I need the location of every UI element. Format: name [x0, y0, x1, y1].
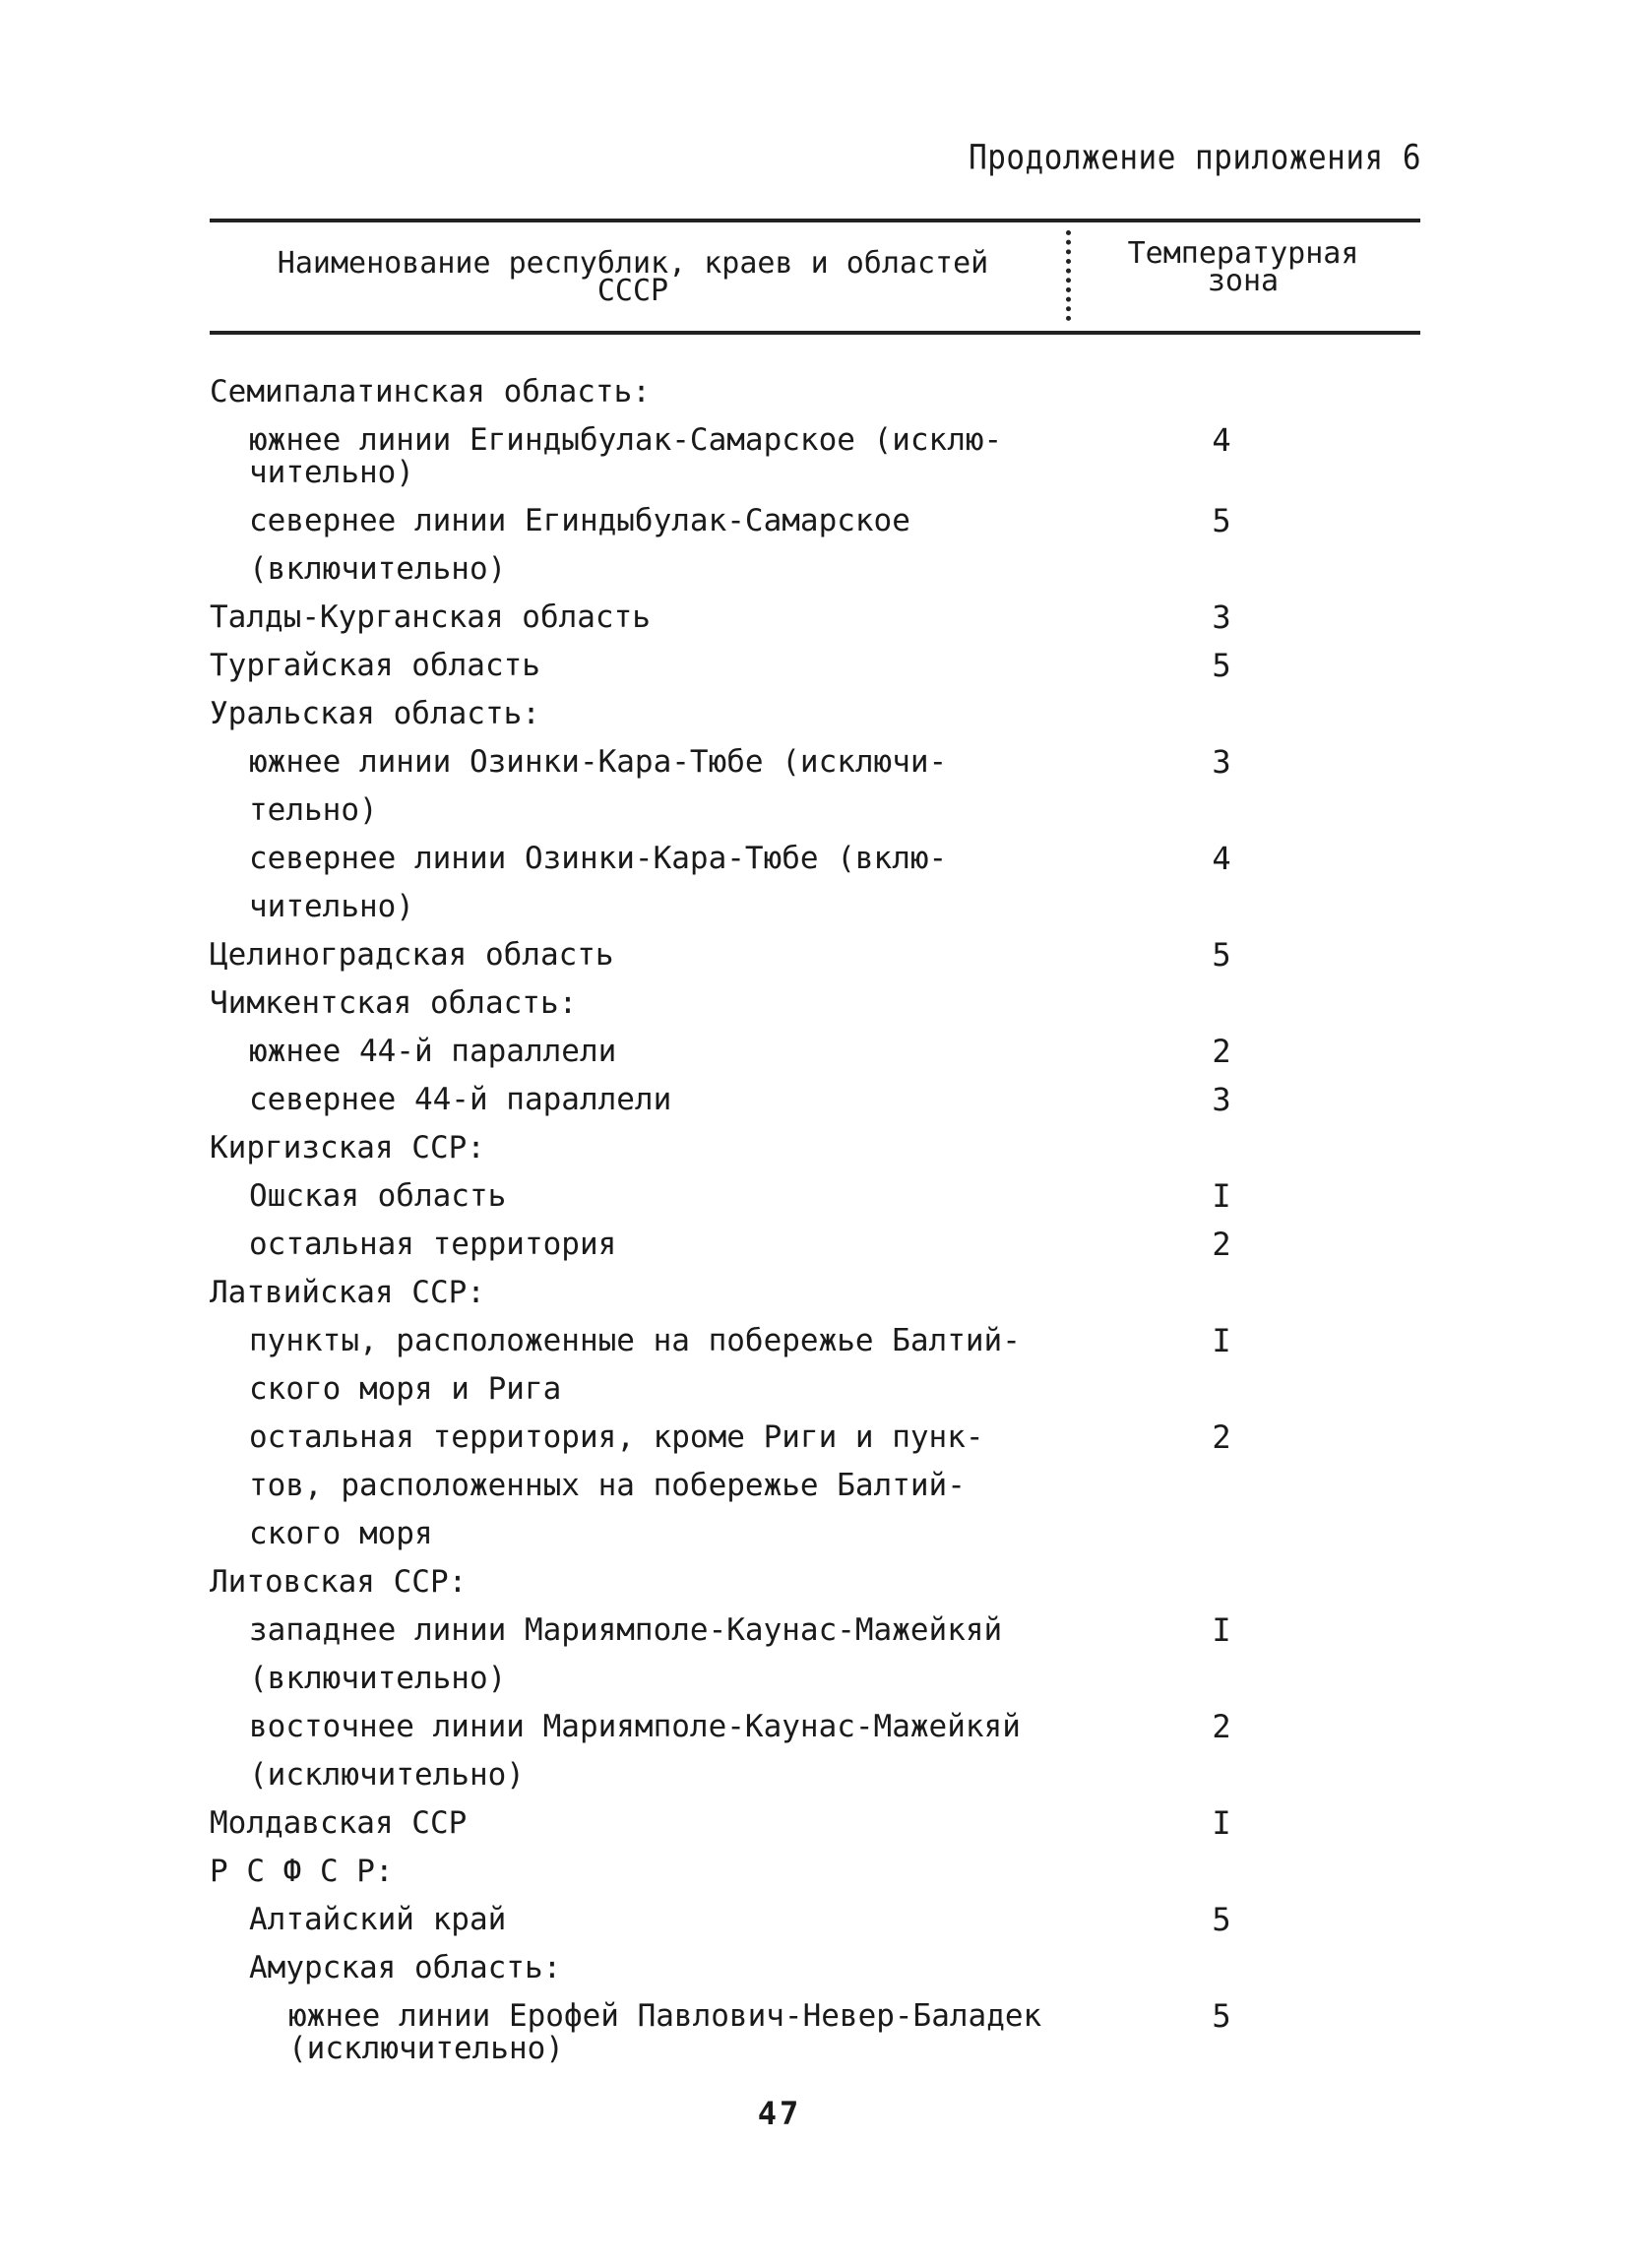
- region-name: Семипалатинская область:: [210, 374, 651, 410]
- temperature-zone-value: 5: [1212, 1901, 1231, 1938]
- temperature-zone-value: 2: [1212, 1708, 1231, 1745]
- region-name: севернее 44-й параллели: [249, 1082, 672, 1117]
- table-row: [210, 1799, 1420, 1848]
- table-row: [210, 1076, 1420, 1124]
- temperature-zone-value: 4: [1212, 840, 1231, 877]
- region-name: Уральская область:: [210, 696, 540, 731]
- region-name: остальная территория: [249, 1227, 617, 1262]
- table-row: [210, 979, 1420, 1028]
- region-name: Р С Ф С Р:: [210, 1854, 394, 1889]
- region-name: южнее линии Егиндыбулак-Самарское (исклю- чительно): [249, 422, 1003, 490]
- region-name: Латвийская ССР:: [210, 1275, 485, 1310]
- table-row: [210, 1172, 1420, 1221]
- temperature-zone-value: 3: [1212, 598, 1231, 636]
- table-row: [210, 690, 1420, 738]
- temperature-zone-value: 5: [1212, 502, 1231, 539]
- table-row: [210, 1558, 1420, 1606]
- table-row: [210, 368, 1420, 416]
- temperature-zone-value: 2: [1212, 1418, 1231, 1456]
- region-name: южнее линии Озинки-Кара-Тюбе (исключи- тельно): [249, 744, 948, 828]
- temperature-zone-value: I: [1212, 1322, 1231, 1359]
- temperature-zone-value: 3: [1212, 743, 1231, 781]
- region-name: пункты, расположенные на побережье Балтий- ского моря и Рига: [249, 1323, 1021, 1407]
- page-number: 47: [757, 2095, 802, 2132]
- temperature-zone-value: I: [1212, 1804, 1231, 1842]
- table-row: [210, 1269, 1420, 1317]
- region-name: Тургайская область: [210, 648, 540, 683]
- region-name: Талды-Курганская область: [210, 599, 651, 635]
- table-row: [210, 1703, 1420, 1799]
- temperature-zone-value: 5: [1212, 936, 1231, 974]
- table-row: [210, 1848, 1420, 1896]
- appendix-continuation-note: Продолжение приложения 6: [969, 138, 1421, 178]
- table-row: [210, 1414, 1420, 1558]
- region-name: Литовская ССР:: [210, 1564, 468, 1600]
- region-name: Ошская область: [249, 1178, 507, 1214]
- temperature-zone-value: 4: [1212, 421, 1231, 459]
- temperature-zone-value: 5: [1212, 1997, 1231, 2035]
- region-name: Амурская область:: [249, 1950, 562, 1985]
- region-name: Алтайский край: [249, 1902, 507, 1937]
- region-name: южнее линии Ерофей Павлович-Невер-Баладек (исключительно): [288, 1998, 1042, 2066]
- table-row: [210, 1124, 1420, 1172]
- temperature-zone-value: 2: [1212, 1226, 1231, 1263]
- column-header-name: Наименование республик, краев и областей СССР: [277, 246, 989, 308]
- region-name: Чимкентская область:: [210, 985, 578, 1021]
- table-row: [210, 642, 1420, 690]
- region-name: восточнее линии Мариямполе-Каунас-Мажейкяй (исключительно): [249, 1709, 1021, 1793]
- temperature-zone-table: [210, 219, 1420, 2073]
- table-row: [210, 1221, 1420, 1269]
- region-name: Киргизская ССР:: [210, 1130, 485, 1166]
- table-body: [210, 368, 1420, 2065]
- region-name: остальная территория, кроме Риги и пунк- тов, расположенных на побережье Балтий- ского моря: [249, 1419, 984, 1551]
- table-row: [210, 1028, 1420, 1076]
- temperature-zone-value: 3: [1212, 1081, 1231, 1118]
- temperature-zone-value: I: [1212, 1611, 1231, 1649]
- temperature-zone-value: 2: [1212, 1033, 1231, 1070]
- temperature-zone-value: 5: [1212, 647, 1231, 684]
- region-name: севернее линии Озинки-Кара-Тюбе (вклю- чительно): [249, 841, 948, 924]
- region-name: Целиноградская область: [210, 937, 614, 973]
- table-header-rule: [210, 331, 1420, 335]
- table-row: [210, 497, 1420, 594]
- table-row: [210, 421, 1420, 490]
- table-row: [210, 738, 1420, 835]
- region-name: западнее линии Мариямполе-Каунас-Мажейкяй (включительно): [249, 1612, 1003, 1696]
- column-header-zone: Температурная зона: [1127, 236, 1359, 298]
- table-row: [210, 835, 1420, 931]
- table-header: [210, 222, 1420, 331]
- temperature-zone-value: I: [1212, 1177, 1231, 1215]
- region-name: севернее линии Егиндыбулак-Самарское (включительно): [249, 503, 910, 587]
- table-row: [210, 1944, 1420, 1992]
- table-row: [210, 1317, 1420, 1414]
- region-name: южнее 44-й параллели: [249, 1034, 617, 1069]
- table-row: [210, 931, 1420, 979]
- column-separator: [1066, 230, 1071, 321]
- table-row: [210, 1606, 1420, 1703]
- table-row: [210, 1896, 1420, 1944]
- region-name: Молдавская ССР: [210, 1805, 468, 1841]
- table-row: [210, 1997, 1420, 2066]
- table-row: [210, 594, 1420, 642]
